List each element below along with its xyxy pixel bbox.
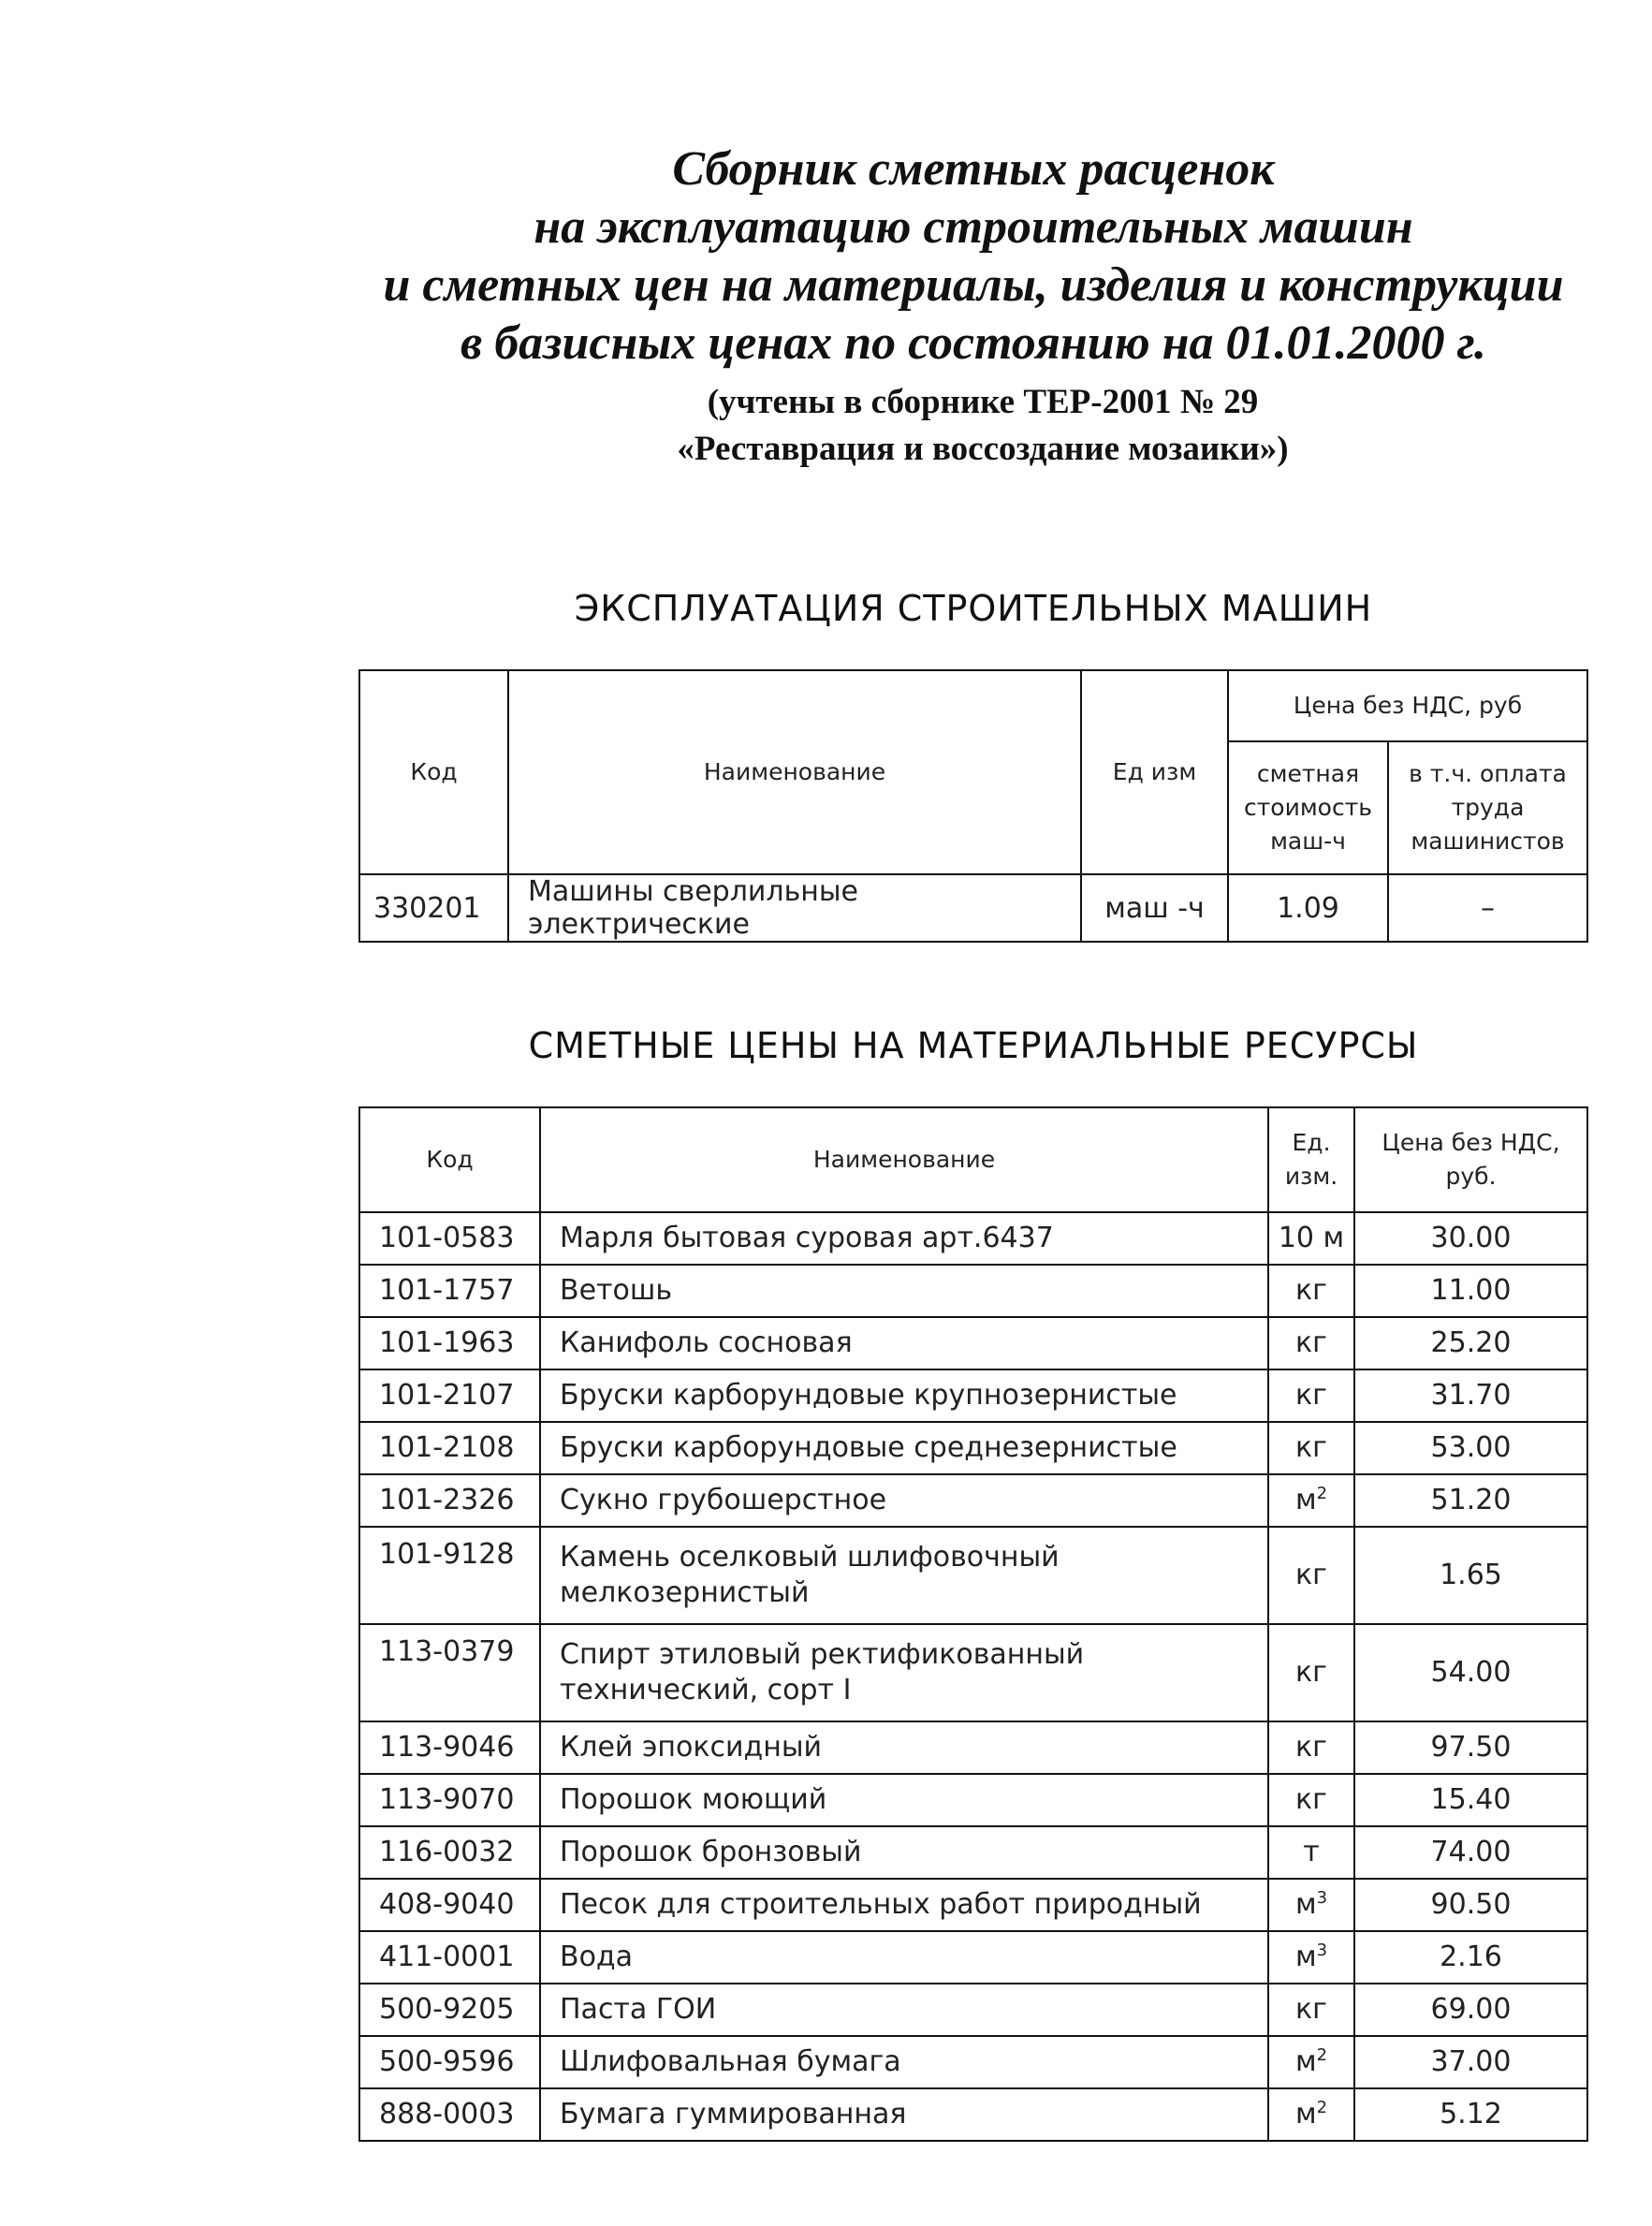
cell-name: Паста ГОИ	[540, 1984, 1268, 2036]
table-row	[359, 2088, 1587, 2141]
cell-unit	[1268, 1774, 1354, 1826]
column-header-labor: в т.ч. оплата труда машинистов	[1388, 741, 1587, 874]
unit-text: кг	[1295, 1379, 1327, 1412]
column-header-price: Цена без НДС, руб.	[1354, 1107, 1587, 1212]
cell-code: 330201	[359, 874, 508, 942]
cell-code: 113-0379	[359, 1624, 540, 1721]
column-header-cost: сметная стоимость маш-ч	[1228, 741, 1388, 874]
cell-price: 74.00	[1354, 1826, 1587, 1879]
table-row	[359, 1265, 1587, 1317]
unit-text: кг	[1295, 1559, 1327, 1591]
cell-name: Марля бытовая суровая арт.6437	[540, 1212, 1268, 1265]
title-line: на эксплуатацию строительных машин	[534, 200, 1413, 254]
cell-name: Бруски карборундовые крупнозернистые	[540, 1369, 1268, 1422]
table-row	[359, 1527, 1587, 1624]
cell-name: Спирт этиловый ректификованный технический, сорт I	[540, 1624, 1268, 1721]
unit-text: м	[1294, 1484, 1317, 1516]
cell-code: 888-0003	[359, 2088, 540, 2141]
cell-unit	[1268, 1721, 1354, 1774]
table-row	[359, 1474, 1587, 1527]
cell-unit	[1268, 1317, 1354, 1369]
cell-name: Шлифовальная бумага	[540, 2036, 1268, 2088]
title-line: Сборник сметных расценок	[672, 142, 1275, 196]
unit-text: кг	[1295, 1731, 1327, 1764]
column-header-name: Наименование	[540, 1107, 1268, 1212]
cell-name: Канифоль сосновая	[540, 1317, 1268, 1369]
cell-name: Бумага гуммированная	[540, 2088, 1268, 2141]
table-row	[359, 1826, 1587, 1879]
column-header-unit: Ед. изм.	[1268, 1107, 1354, 1212]
column-header-name: Наименование	[508, 670, 1081, 874]
unit-text: кг	[1295, 1274, 1327, 1307]
cell-code: 113-9070	[359, 1774, 540, 1826]
cell-name: Песок для строительных работ природный	[540, 1879, 1268, 1931]
cell-code: 101-1757	[359, 1265, 540, 1317]
cell-unit	[1268, 1474, 1354, 1527]
machines-table	[358, 669, 1588, 943]
cell-cost: 1.09	[1228, 874, 1388, 942]
cell-code: 500-9596	[359, 2036, 540, 2088]
machines-heading: ЭКСПЛУАТАЦИЯ СТРОИТЕЛЬНЫХ МАШИН	[574, 588, 1373, 629]
cell-unit	[1268, 1624, 1354, 1721]
table-row	[359, 1369, 1587, 1422]
unit-exponent: 2	[1316, 2045, 1328, 2065]
cell-code: 116-0032	[359, 1826, 540, 1879]
cell-unit	[1268, 1265, 1354, 1317]
unit-text: м	[1294, 1940, 1317, 1973]
cell-name: Ветошь	[540, 1265, 1268, 1317]
cell-price: 51.20	[1354, 1474, 1587, 1527]
cell-unit	[1268, 1422, 1354, 1474]
cell-code: 101-2108	[359, 1422, 540, 1474]
unit-exponent: 2	[1316, 1484, 1328, 1503]
cell-price: 53.00	[1354, 1422, 1587, 1474]
cell-name: Порошок бронзовый	[540, 1826, 1268, 1879]
table-row	[359, 1212, 1587, 1265]
cell-price: 54.00	[1354, 1624, 1587, 1721]
cell-name: Сукно грубошерстное	[540, 1474, 1268, 1527]
cell-code: 101-9128	[359, 1527, 540, 1624]
unit-text: кг	[1295, 1431, 1327, 1464]
cell-code: 101-1963	[359, 1317, 540, 1369]
cell-code: 500-9205	[359, 1984, 540, 2036]
unit-text: м	[1294, 2098, 1317, 2131]
cell-unit: маш -ч	[1081, 874, 1228, 942]
table-row	[359, 1774, 1587, 1826]
unit-text: 10 м	[1278, 1222, 1345, 1254]
materials-heading: СМЕТНЫЕ ЦЕНЫ НА МАТЕРИАЛЬНЫЕ РЕСУРСЫ	[528, 1025, 1419, 1066]
cell-labor: –	[1388, 874, 1587, 942]
cell-price: 37.00	[1354, 2036, 1587, 2088]
unit-text: кг	[1295, 1993, 1327, 2026]
cell-unit	[1268, 1984, 1354, 2036]
document-title	[356, 140, 1591, 373]
title-line: и сметных цен на материалы, изделия и конструкции	[383, 258, 1564, 312]
column-header-unit: Ед изм	[1081, 670, 1228, 874]
column-header-price-group: Цена без НДС, руб	[1228, 670, 1587, 741]
cell-name: Камень оселковый шлифовочный мелкозернистый	[540, 1527, 1268, 1624]
table-row	[359, 2036, 1587, 2088]
cell-price: 25.20	[1354, 1317, 1587, 1369]
unit-text: м	[1294, 2045, 1317, 2078]
cell-price: 97.50	[1354, 1721, 1587, 1774]
cell-unit	[1268, 1212, 1354, 1265]
cell-price: 2.16	[1354, 1931, 1587, 1984]
cell-unit	[1268, 1369, 1354, 1422]
cell-unit	[1268, 1826, 1354, 1879]
cell-price: 11.00	[1354, 1265, 1587, 1317]
cell-code: 408-9040	[359, 1879, 540, 1931]
cell-unit	[1268, 1931, 1354, 1984]
title-line: в базисных ценах по состоянию на 01.01.2000 г.	[460, 316, 1487, 370]
cell-name: Машины сверлильные электрические	[508, 874, 1081, 942]
table-row	[359, 1879, 1587, 1931]
cell-price: 5.12	[1354, 2088, 1587, 2141]
unit-text: кг	[1295, 1783, 1327, 1816]
table-row	[359, 1931, 1587, 1984]
unit-text: кг	[1295, 1326, 1327, 1359]
cell-code: 101-0583	[359, 1212, 540, 1265]
cell-name: Порошок моющий	[540, 1774, 1268, 1826]
table-row	[359, 1984, 1587, 2036]
table-row	[359, 874, 1587, 942]
cell-unit	[1268, 2088, 1354, 2141]
cell-code: 101-2326	[359, 1474, 540, 1527]
cell-name: Бруски карборундовые среднезернистые	[540, 1422, 1268, 1474]
table-row	[359, 1422, 1587, 1474]
unit-text: м	[1294, 1888, 1317, 1921]
unit-text: кг	[1295, 1656, 1327, 1689]
cell-price: 69.00	[1354, 1984, 1587, 2036]
cell-name: Клей эпоксидный	[540, 1721, 1268, 1774]
cell-price: 1.65	[1354, 1527, 1587, 1624]
cell-unit	[1268, 2036, 1354, 2088]
subtitle-line: (учтены в сборнике ТЕР-2001 № 29	[707, 383, 1259, 421]
cell-name: Вода	[540, 1931, 1268, 1984]
column-header-code: Код	[359, 1107, 540, 1212]
materials-table	[358, 1106, 1588, 2142]
unit-text: т	[1303, 1836, 1320, 1868]
table-row	[359, 1624, 1587, 1721]
table-row	[359, 1317, 1587, 1369]
subtitle-line: «Реставрация и воссоздание мозаики»)	[677, 430, 1289, 468]
cell-price: 15.40	[1354, 1774, 1587, 1826]
cell-code: 113-9046	[359, 1721, 540, 1774]
unit-exponent: 2	[1316, 2098, 1328, 2117]
document-subtitle	[487, 379, 1479, 473]
column-header-code: Код	[359, 670, 508, 874]
cell-code: 411-0001	[359, 1931, 540, 1984]
cell-price: 30.00	[1354, 1212, 1587, 1265]
unit-exponent: 3	[1316, 1888, 1328, 1908]
cell-price: 90.50	[1354, 1879, 1587, 1931]
unit-exponent: 3	[1316, 1940, 1328, 1960]
cell-unit	[1268, 1879, 1354, 1931]
cell-unit	[1268, 1527, 1354, 1624]
cell-code: 101-2107	[359, 1369, 540, 1422]
cell-price: 31.70	[1354, 1369, 1587, 1422]
table-row	[359, 1721, 1587, 1774]
